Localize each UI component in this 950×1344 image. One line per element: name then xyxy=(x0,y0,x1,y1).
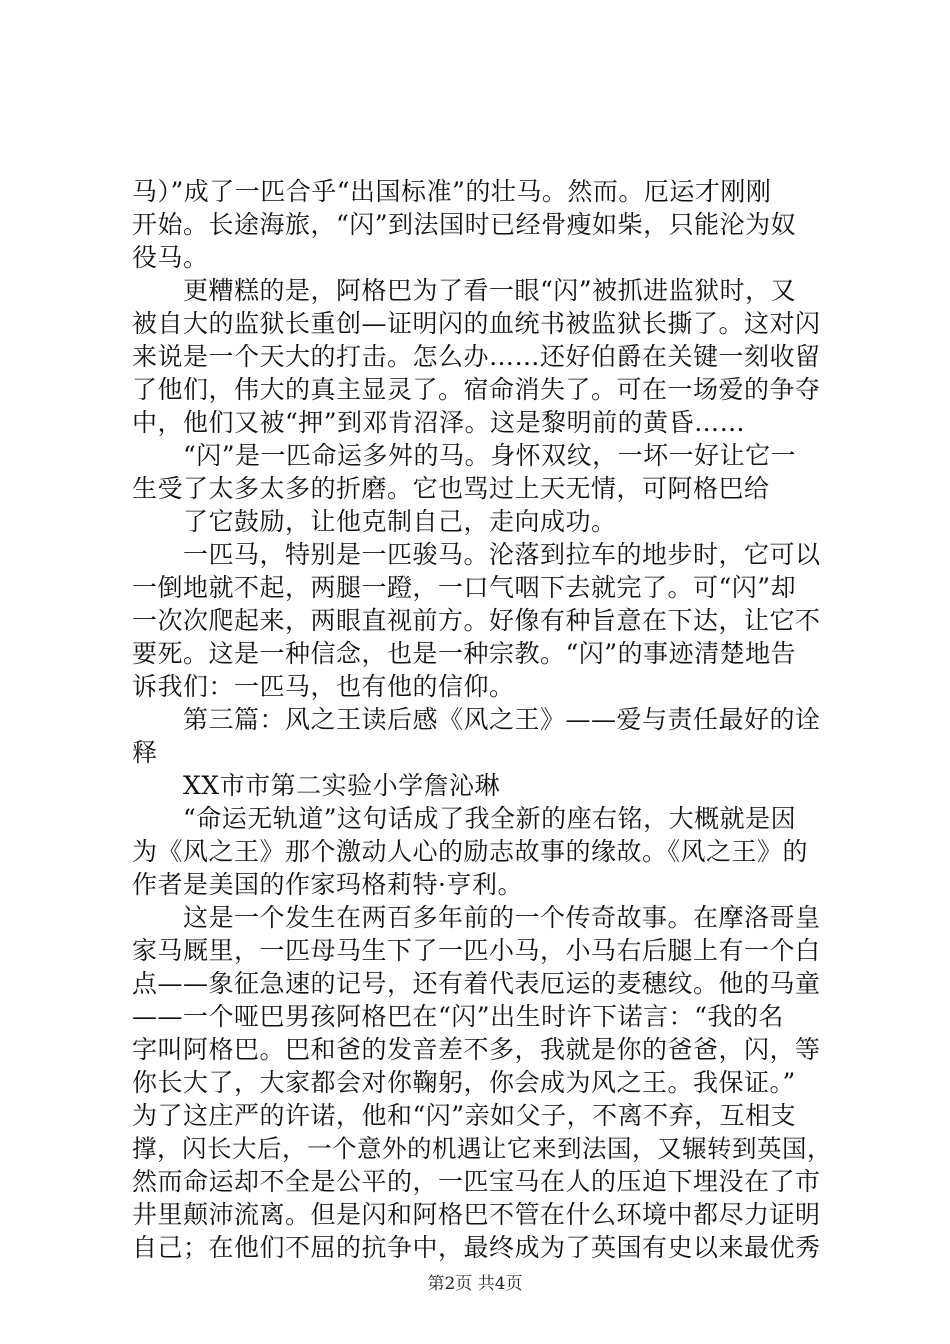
text-line: 这是一个发生在两百多年前的一个传奇故事。在摩洛哥皇 xyxy=(132,903,821,932)
text-line: 家马厩里，一匹母马生下了一匹小马，小马右后腿上有一个白 xyxy=(132,936,821,965)
text-line: 了他们，伟大的真主显灵了。宿命消失了。可在一场爱的争夺 xyxy=(132,375,821,404)
text-line: “闪”是一匹命运多舛的马。身怀双纹，一坏一好让它一 xyxy=(132,441,797,470)
text-line: “命运无轨道”这句话成了我全新的座右铭，大概就是因 xyxy=(132,804,797,833)
text-line: 一匹马，特别是一匹骏马。沦落到拉车的地步时，它可以 xyxy=(132,540,821,569)
text-line: 被自大的监狱长重创—证明闪的血统书被监狱长撕了。这对闪 xyxy=(132,309,821,338)
page-number-footer: 第2页 共4页 xyxy=(427,1274,523,1294)
text-line: 要死。这是一种信念，也是一种宗教。“闪”的事迹清楚地告 xyxy=(132,639,797,668)
text-line: 撑，闪长大后，一个意外的机遇让它来到法国，又辗转到英国， xyxy=(132,1134,832,1163)
text-line: ——一个哑巴男孩阿格巴在“闪”出生时许下诺言：“我的名 xyxy=(132,1002,784,1031)
text-line: 字叫阿格巴。巴和爸的发音差不多，我就是你的爸爸，闪，等 xyxy=(132,1035,821,1064)
section-heading: 释 xyxy=(132,738,158,767)
text-line: 作者是美国的作家玛格莉特·亨利。 xyxy=(132,870,523,899)
text-line: 役马。 xyxy=(132,243,209,272)
text-line: 马）”成了一匹合乎“出国标准”的壮马。然而。厄运才刚刚 xyxy=(132,177,772,206)
text-line: 一倒地就不起，两腿一蹬，一口气咽下去就完了。可“闪”却 xyxy=(132,573,797,602)
text-line: 来说是一个天大的打击。怎么办……还好伯爵在关键一刻收留 xyxy=(132,342,821,371)
text-line: 你长大了，大家都会对你鞠躬，你会成为风之王。我保证。” xyxy=(132,1068,796,1097)
text-line: 中，他们又被“押”到邓肯沼泽。这是黎明前的黄昏…… xyxy=(132,408,746,437)
text-line: 井里颠沛流离。但是闪和阿格巴不管在什么环境中都尽力证明 xyxy=(132,1200,821,1229)
text-line: 为了这庄严的许诺，他和“闪”亲如父子，不离不弃，互相支 xyxy=(132,1101,797,1130)
text-line: 为《风之王》那个激动人心的励志故事的缘故。《风之王》的 xyxy=(132,837,809,866)
text-line: 然而命运却不全是公平的，一匹宝马在人的压迫下埋没在了市 xyxy=(132,1167,821,1196)
text-line: 自己；在他们不屈的抗争中，最终成为了英国有史以来最优秀 xyxy=(132,1233,821,1262)
author-line: XX市市第二实验小学詹沁琳 xyxy=(132,771,501,800)
text-line: 一次次爬起来，两眼直视前方。好像有种旨意在下达，让它不 xyxy=(132,606,821,635)
text-line: 点——象征急速的记号，还有着代表厄运的麦穗纹。他的马童 xyxy=(132,969,821,998)
section-heading: 第三篇：风之王读后感《风之王》——爱与责任最好的诠 xyxy=(132,705,821,734)
text-line: 更糟糕的是，阿格巴为了看一眼“闪”被抓进监狱时，又 xyxy=(132,276,797,305)
text-line: 了它鼓励，让他克制自己，走向成功。 xyxy=(132,507,617,536)
text-line: 生受了太多太多的折磨。它也骂过上天无情，可阿格巴给 xyxy=(132,474,770,503)
text-line: 开始。长途海旅，“闪”到法国时已经骨瘦如柴，只能沦为奴 xyxy=(132,210,797,239)
text-line: 诉我们：一匹马，也有他的信仰。 xyxy=(132,672,515,701)
